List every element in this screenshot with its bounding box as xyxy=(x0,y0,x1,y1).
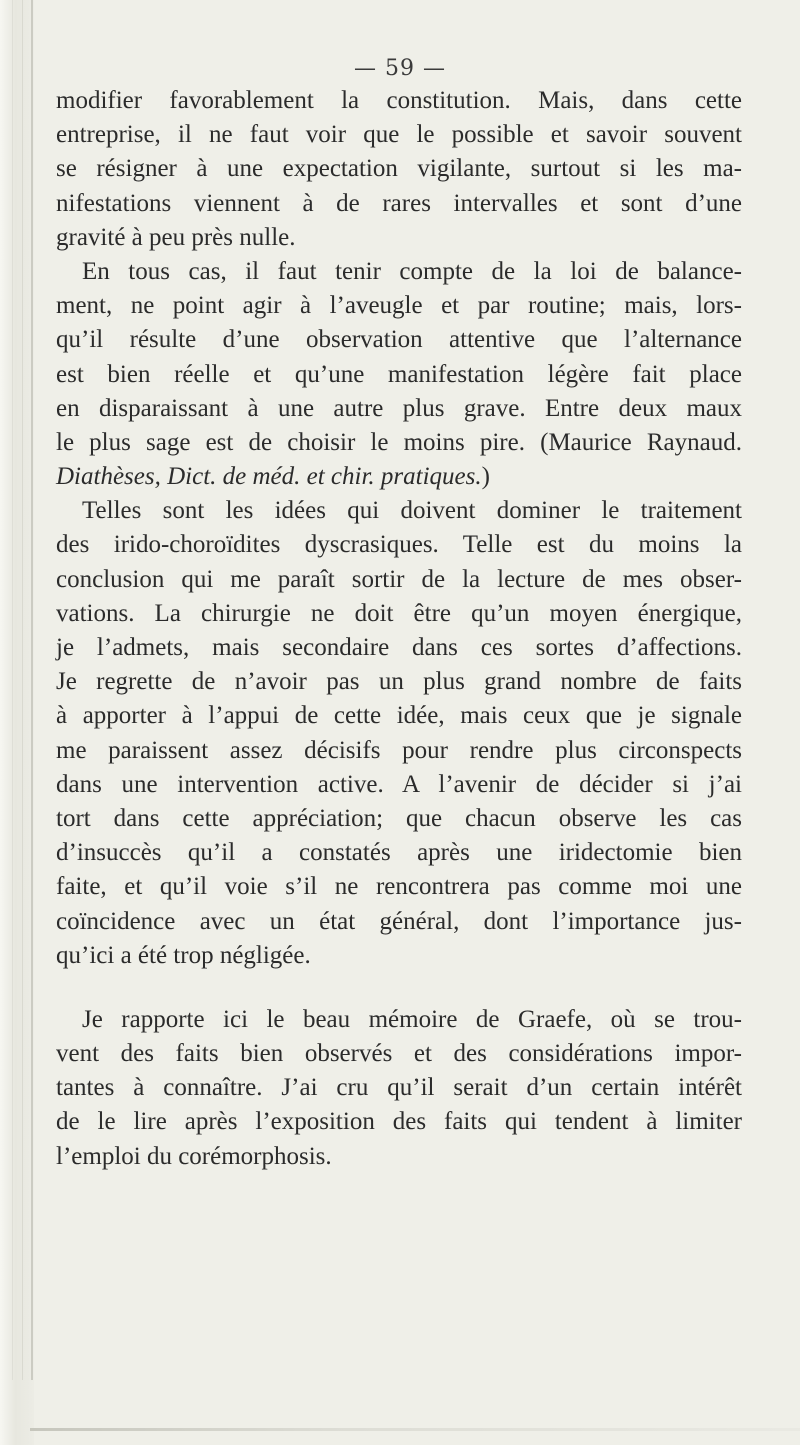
text-line: gravité à peu près nulle. xyxy=(56,223,296,251)
text-line: vations. La chirurgie ne doit être qu’un moyen énergique, xyxy=(56,599,742,627)
text-line: ment, ne point agir à l’aveugle et par routine; mais, lors- xyxy=(56,292,742,320)
page-number: — 59 — xyxy=(354,56,446,81)
text-line: est bien réelle et qu’une manifestation légère fait place xyxy=(56,360,742,388)
gutter-shadow-line xyxy=(12,0,13,1380)
text-line: entreprise, il ne faut voir que le possible et savoir souvent xyxy=(56,121,742,149)
gutter-fold-line xyxy=(31,0,33,1380)
page-bottom-edge xyxy=(30,1428,800,1431)
citation-close: ) xyxy=(481,463,490,491)
text-line: qu’il résulte d’une observation attentive que l’alternance xyxy=(56,326,742,354)
text-line: le plus sage est de choisir le moins pire. (Maurice Raynaud. xyxy=(56,428,742,456)
text-line: des irido-choroïdites dyscrasiques. Telle est du moins la xyxy=(56,531,742,559)
text-line: Je regrette de n’avoir pas un plus grand nombre de faits xyxy=(56,668,742,696)
paragraph xyxy=(56,84,742,255)
text-line: tort dans cette appréciation; que chacun observe les cas xyxy=(56,804,742,832)
paragraph-gap xyxy=(56,973,742,1003)
text-line: Telles sont les idées qui doivent dominer le traitement xyxy=(82,497,742,525)
text-line: d’insuccès qu’il a constatés après une iridectomie bien xyxy=(56,839,742,867)
text-line: dans une intervention active. A l’avenir de décider si j’ai xyxy=(56,770,742,798)
gutter-shadow-line xyxy=(22,0,23,1380)
text-line: en disparaissant à une autre plus grave. Entre deux maux xyxy=(56,394,742,422)
page-gutter xyxy=(0,0,34,1445)
citation-italic: Diathèses, Dict. de méd. et chir. pratiques. xyxy=(56,463,482,491)
text-line: me paraissent assez décisifs pour rendre plus circonspects xyxy=(56,736,742,764)
text-line: vent des faits bien observés et des considérations impor- xyxy=(56,1040,742,1068)
text-line: faite, et qu’il voie s’il ne rencontrera pas comme moi une xyxy=(56,873,742,901)
paragraph xyxy=(56,255,742,494)
text-line: coïncidence avec un état général, dont l’importance jus- xyxy=(56,907,742,935)
citation-line xyxy=(56,460,742,494)
text-line: se résigner à une expectation vigilante, surtout si les ma- xyxy=(56,155,742,183)
text-line: qu’ici a été trop négligée. xyxy=(56,941,311,969)
paragraph xyxy=(56,494,742,973)
text-line: de le lire après l’exposition des faits qui tendent à limiter xyxy=(56,1108,742,1136)
text-line: l’emploi du corémorphosis. xyxy=(56,1142,332,1170)
text-line: En tous cas, il faut tenir compte de la loi de balance- xyxy=(82,257,742,285)
body-text xyxy=(56,84,742,1174)
paragraph xyxy=(56,1003,742,1174)
text-line: modifier favorablement la constitution. Mais, dans cette xyxy=(56,87,742,114)
text-line: je l’admets, mais secondaire dans ces sortes d’affections. xyxy=(56,634,742,661)
text-line: Je rapporte ici le beau mémoire de Graefe, où se trou- xyxy=(82,1005,742,1033)
text-line: à apporter à l’appui de cette idée, mais ceux que je signale xyxy=(56,702,742,730)
text-line: conclusion qui me paraît sortir de la lecture de mes obser- xyxy=(56,565,742,593)
text-line: nifestations viennent à de rares intervalles et sont d’une xyxy=(56,189,742,217)
text-line: tantes à connaître. J’ai cru qu’il serait d’un certain intérêt xyxy=(56,1074,742,1102)
